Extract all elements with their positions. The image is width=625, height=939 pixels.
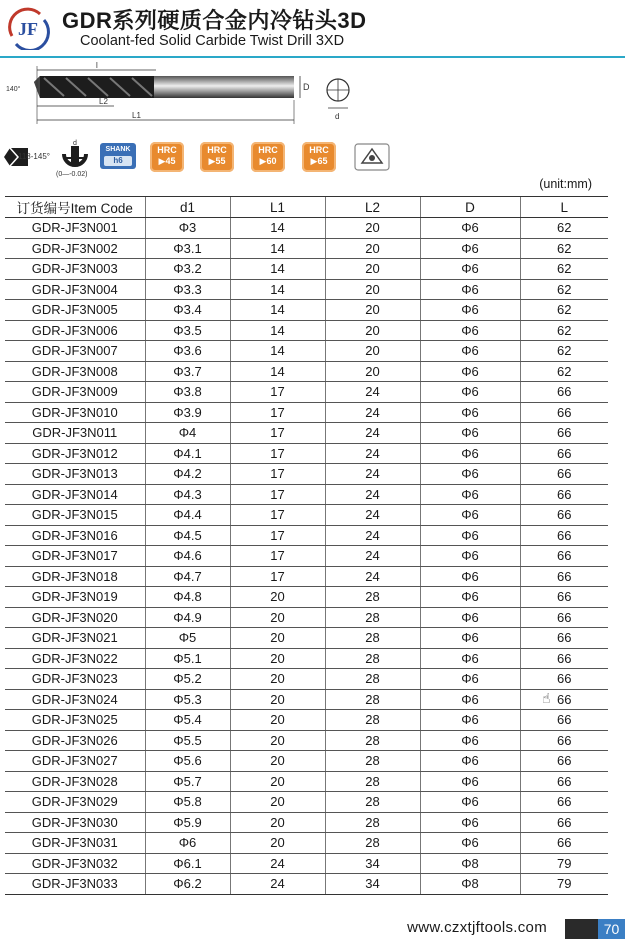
table-cell: 34	[325, 874, 420, 895]
table-cell: Φ6	[420, 382, 520, 403]
table-cell: Φ8	[420, 874, 520, 895]
table-cell: 20	[325, 259, 420, 280]
tolerance-d-label: d	[73, 140, 77, 147]
shank-diameter-label: D	[303, 82, 310, 92]
table-cell: 62	[520, 361, 608, 382]
table-cell: 20	[325, 320, 420, 341]
table-cell: Φ4.4	[145, 505, 230, 526]
table-cell: 28	[325, 607, 420, 628]
table-cell: 66	[520, 812, 608, 833]
table-cell: Φ3.7	[145, 361, 230, 382]
table-cell: GDR-JF3N029	[5, 792, 145, 813]
table-row	[5, 771, 608, 792]
table-cell: 17	[230, 525, 325, 546]
hrc-badge-bottom: ▶55	[208, 156, 226, 166]
table-cell: Φ6	[420, 443, 520, 464]
table-cell: 14	[230, 300, 325, 321]
table-row	[5, 607, 608, 628]
table-cell: 66	[520, 669, 608, 690]
table-cell: 20	[325, 238, 420, 259]
table-cell: Φ6	[420, 238, 520, 259]
table-cell: 20	[230, 669, 325, 690]
table-cell: 28	[325, 710, 420, 731]
table-cell: 24	[325, 546, 420, 567]
website-url: www.czxtjftools.com	[407, 919, 547, 936]
table-cell: 66	[520, 689, 608, 710]
table-cell: 28	[325, 587, 420, 608]
table-cell: Φ6	[420, 689, 520, 710]
table-cell: 28	[325, 669, 420, 690]
table-cell: 28	[325, 628, 420, 649]
table-cell: Φ6	[420, 423, 520, 444]
hrc-badge-top: HRC	[207, 145, 227, 155]
table-row	[5, 320, 608, 341]
table-cell: GDR-JF3N028	[5, 771, 145, 792]
table-cell: 24	[325, 443, 420, 464]
table-cell: 62	[520, 238, 608, 259]
table-cell: Φ4.5	[145, 525, 230, 546]
table-cell: 20	[230, 648, 325, 669]
table-cell: 14	[230, 238, 325, 259]
table-cell: GDR-JF3N025	[5, 710, 145, 731]
table-row	[5, 443, 608, 464]
table-row	[5, 546, 608, 567]
table-cell: 66	[520, 730, 608, 751]
table-cell: 66	[520, 484, 608, 505]
table-cell: GDR-JF3N015	[5, 505, 145, 526]
table-cell: 20	[230, 587, 325, 608]
table-cell: Φ6	[420, 402, 520, 423]
hrc-badge	[302, 142, 336, 172]
table-cell: Φ3.4	[145, 300, 230, 321]
table-cell: GDR-JF3N018	[5, 566, 145, 587]
table-cell: 17	[230, 484, 325, 505]
table-cell: Φ5.3	[145, 689, 230, 710]
table-cell: 24	[230, 874, 325, 895]
table-cell: GDR-JF3N007	[5, 341, 145, 362]
table-cell: Φ6	[420, 607, 520, 628]
table-cell: GDR-JF3N001	[5, 218, 145, 239]
table-cell: Φ5.6	[145, 751, 230, 772]
table-cell: 20	[230, 771, 325, 792]
table-row	[5, 484, 608, 505]
table-cell: 66	[520, 566, 608, 587]
hrc-badge	[251, 142, 285, 172]
table-cell: 14	[230, 218, 325, 239]
hrc-badge-top: HRC	[258, 145, 278, 155]
table-cell: 20	[230, 812, 325, 833]
table-cell: GDR-JF3N032	[5, 853, 145, 874]
table-cell: Φ6	[420, 361, 520, 382]
table-cell: 20	[230, 628, 325, 649]
table-cell: 28	[325, 792, 420, 813]
table-cell: GDR-JF3N014	[5, 484, 145, 505]
table-cell: Φ4.1	[145, 443, 230, 464]
header-divider	[0, 56, 625, 58]
table-cell: 24	[325, 423, 420, 444]
table-cell: 28	[325, 648, 420, 669]
table-cell: Φ6	[420, 525, 520, 546]
table-cell: Φ3.5	[145, 320, 230, 341]
svg-text:JF: JF	[18, 19, 38, 39]
table-cell: Φ6	[420, 730, 520, 751]
table-cell: 20	[325, 218, 420, 239]
table-cell: 24	[325, 484, 420, 505]
table-cell: 17	[230, 546, 325, 567]
hrc-badge-top: HRC	[309, 145, 329, 155]
table-header-row	[5, 197, 608, 218]
tolerance-label: (0—-0.02)	[56, 171, 88, 178]
table-row	[5, 382, 608, 403]
table-cell: GDR-JF3N003	[5, 259, 145, 280]
table-cell: Φ5.8	[145, 792, 230, 813]
table-row	[5, 464, 608, 485]
table-cell: Φ6	[420, 648, 520, 669]
table-cell: Φ6	[420, 833, 520, 854]
table-cell: 66	[520, 710, 608, 731]
table-row	[5, 402, 608, 423]
table-cell: Φ4.8	[145, 587, 230, 608]
feature-icons	[0, 140, 400, 184]
table-row	[5, 689, 608, 710]
table-cell: 20	[230, 730, 325, 751]
table-cell: GDR-JF3N024	[5, 689, 145, 710]
table-row	[5, 833, 608, 854]
l2-label: L2	[99, 97, 108, 106]
table-cell: Φ5.1	[145, 648, 230, 669]
table-cell: 66	[520, 402, 608, 423]
table-cell: 24	[230, 853, 325, 874]
table-cell: Φ6	[420, 751, 520, 772]
table-cell: 20	[230, 689, 325, 710]
table-cell: 17	[230, 382, 325, 403]
table-cell: 28	[325, 812, 420, 833]
table-cell: GDR-JF3N016	[5, 525, 145, 546]
table-cell: Φ6	[420, 300, 520, 321]
table-cell: GDR-JF3N019	[5, 587, 145, 608]
table-cell: Φ3.6	[145, 341, 230, 362]
table-row	[5, 853, 608, 874]
table-cell: Φ4.2	[145, 464, 230, 485]
column-header: L2	[325, 197, 420, 218]
hrc-badge	[200, 142, 234, 172]
table-cell: 20	[230, 792, 325, 813]
table-cell: GDR-JF3N031	[5, 833, 145, 854]
page-title: GDR系列硬质合金内冷钻头3D	[62, 8, 367, 33]
coolant-icon	[354, 143, 390, 171]
table-cell: GDR-JF3N013	[5, 464, 145, 485]
table-cell: Φ6	[420, 341, 520, 362]
table-cell: Φ4.3	[145, 484, 230, 505]
shank-badge	[100, 143, 136, 169]
table-row	[5, 730, 608, 751]
table-cell: Φ6	[420, 546, 520, 567]
shank-label: SHANK	[105, 146, 131, 153]
table-cell: Φ6	[420, 587, 520, 608]
table-cell: 17	[230, 423, 325, 444]
table-cell: 28	[325, 730, 420, 751]
table-cell: GDR-JF3N002	[5, 238, 145, 259]
drill-diagram	[4, 62, 364, 138]
table-cell: Φ6.2	[145, 874, 230, 895]
table-row	[5, 341, 608, 362]
table-cell: Φ8	[420, 853, 520, 874]
hrc-badge-bottom: ▶45	[158, 156, 176, 166]
table-row	[5, 710, 608, 731]
table-cell: Φ5.4	[145, 710, 230, 731]
table-cell: GDR-JF3N006	[5, 320, 145, 341]
page-number: 70	[598, 919, 625, 939]
table-cell: 66	[520, 587, 608, 608]
table-cell: 66	[520, 505, 608, 526]
table-cell: 62	[520, 300, 608, 321]
table-cell: 20	[325, 279, 420, 300]
l1-label: L1	[132, 111, 141, 120]
drill-diameter-label: d	[335, 112, 340, 121]
table-cell: Φ4.7	[145, 566, 230, 587]
hrc-badge-bottom: ▶65	[310, 156, 328, 166]
table-cell: Φ3	[145, 218, 230, 239]
table-row	[5, 669, 608, 690]
table-cell: 62	[520, 341, 608, 362]
table-cell: 66	[520, 546, 608, 567]
table-cell: 66	[520, 628, 608, 649]
column-header: d1	[145, 197, 230, 218]
table-cell: 28	[325, 833, 420, 854]
table-cell: Φ3.3	[145, 279, 230, 300]
hrc-badge	[150, 142, 184, 172]
table-row	[5, 218, 608, 239]
hrc-badge-bottom: ▶60	[259, 156, 277, 166]
table-cell: 17	[230, 505, 325, 526]
table-row	[5, 505, 608, 526]
table-cell: Φ6	[420, 792, 520, 813]
spec-table	[5, 196, 608, 895]
table-cell: Φ5	[145, 628, 230, 649]
flute-length-label: l	[96, 62, 98, 70]
table-cell: Φ6	[420, 218, 520, 239]
table-row	[5, 628, 608, 649]
table-cell: 66	[520, 423, 608, 444]
column-header: D	[420, 197, 520, 218]
table-cell: GDR-JF3N020	[5, 607, 145, 628]
table-row	[5, 238, 608, 259]
table-cell: 14	[230, 279, 325, 300]
table-cell: GDR-JF3N010	[5, 402, 145, 423]
table-cell: Φ6	[420, 812, 520, 833]
table-row	[5, 300, 608, 321]
table-cell: GDR-JF3N012	[5, 443, 145, 464]
point-angle-label: 118-145°	[18, 152, 50, 161]
table-cell: Φ6	[420, 464, 520, 485]
table-row	[5, 792, 608, 813]
table-cell: 20	[325, 300, 420, 321]
table-row	[5, 279, 608, 300]
table-cell: 66	[520, 751, 608, 772]
table-cell: Φ3.2	[145, 259, 230, 280]
table-cell: 17	[230, 464, 325, 485]
table-cell: Φ3.1	[145, 238, 230, 259]
table-cell: 66	[520, 648, 608, 669]
table-row	[5, 259, 608, 280]
shank-tolerance: h6	[104, 156, 132, 166]
table-cell: Φ6	[420, 628, 520, 649]
table-cell: Φ6	[420, 279, 520, 300]
table-cell: 66	[520, 771, 608, 792]
table-cell: Φ4.9	[145, 607, 230, 628]
table-cell: GDR-JF3N030	[5, 812, 145, 833]
table-cell: 14	[230, 361, 325, 382]
table-cell: 14	[230, 259, 325, 280]
table-cell: Φ4.6	[145, 546, 230, 567]
table-cell: 79	[520, 874, 608, 895]
table-cell: GDR-JF3N017	[5, 546, 145, 567]
table-row	[5, 874, 608, 895]
table-row	[5, 525, 608, 546]
column-header: L1	[230, 197, 325, 218]
table-cell: 66	[520, 464, 608, 485]
table-cell: GDR-JF3N033	[5, 874, 145, 895]
table-cell: GDR-JF3N023	[5, 669, 145, 690]
table-cell: 62	[520, 259, 608, 280]
table-cell: GDR-JF3N009	[5, 382, 145, 403]
column-header: 订货编号Item Code	[5, 197, 145, 218]
table-cell: 17	[230, 443, 325, 464]
table-cell: GDR-JF3N004	[5, 279, 145, 300]
table-cell: 28	[325, 771, 420, 792]
table-body	[5, 218, 608, 895]
table-cell: GDR-JF3N022	[5, 648, 145, 669]
table-cell: 66	[520, 792, 608, 813]
table-cell: GDR-JF3N021	[5, 628, 145, 649]
table-cell: 24	[325, 464, 420, 485]
table-cell: 24	[325, 382, 420, 403]
table-cell: Φ3.9	[145, 402, 230, 423]
angle-label: 140°	[6, 86, 21, 93]
table-cell: Φ6	[420, 669, 520, 690]
table-cell: 20	[230, 607, 325, 628]
table-cell: 20	[230, 710, 325, 731]
table-row	[5, 361, 608, 382]
table-cell: Φ6	[420, 505, 520, 526]
table-cell: 66	[520, 443, 608, 464]
table-cell: Φ5.2	[145, 669, 230, 690]
table-cell: 66	[520, 525, 608, 546]
table-row	[5, 648, 608, 669]
table-cell: 20	[230, 751, 325, 772]
table-cell: Φ6	[420, 484, 520, 505]
table-row	[5, 587, 608, 608]
hrc-badge-top: HRC	[157, 145, 177, 155]
table-cell: 28	[325, 689, 420, 710]
table-cell: Φ6	[145, 833, 230, 854]
table-row	[5, 812, 608, 833]
table-cell: 34	[325, 853, 420, 874]
column-header: L	[520, 197, 608, 218]
table-cell: 24	[325, 525, 420, 546]
table-cell: Φ6	[420, 771, 520, 792]
table-cell: 14	[230, 320, 325, 341]
table-cell: 17	[230, 402, 325, 423]
table-cell: GDR-JF3N026	[5, 730, 145, 751]
table-cell: GDR-JF3N005	[5, 300, 145, 321]
table-cell: GDR-JF3N008	[5, 361, 145, 382]
table-row	[5, 423, 608, 444]
table-cell: Φ6	[420, 320, 520, 341]
table-cell: Φ5.7	[145, 771, 230, 792]
table-cell: Φ6.1	[145, 853, 230, 874]
table-row	[5, 751, 608, 772]
table-cell: GDR-JF3N027	[5, 751, 145, 772]
table-cell: 24	[325, 566, 420, 587]
table-cell: 66	[520, 607, 608, 628]
table-cell: Φ5.5	[145, 730, 230, 751]
table-cell: 62	[520, 218, 608, 239]
table-cell: Φ5.9	[145, 812, 230, 833]
table-cell: 14	[230, 341, 325, 362]
table-cell: Φ6	[420, 259, 520, 280]
table-cell: 24	[325, 402, 420, 423]
table-cell: 17	[230, 566, 325, 587]
table-cell: 62	[520, 279, 608, 300]
table-cell: Φ6	[420, 710, 520, 731]
hand-cursor-icon: ☝	[542, 690, 551, 706]
table-row	[5, 566, 608, 587]
table-cell: Φ3.8	[145, 382, 230, 403]
table-cell: 28	[325, 751, 420, 772]
brand-logo	[6, 6, 50, 50]
table-cell: Φ4	[145, 423, 230, 444]
table-cell: 24	[325, 505, 420, 526]
table-cell: 79	[520, 853, 608, 874]
table-cell: Φ6	[420, 566, 520, 587]
unit-label: (unit:mm)	[539, 177, 592, 191]
table-cell: 20	[325, 361, 420, 382]
table-cell: 62	[520, 320, 608, 341]
table-cell: GDR-JF3N011	[5, 423, 145, 444]
table-cell: 20	[325, 341, 420, 362]
table-cell: 66	[520, 833, 608, 854]
page-subtitle: Coolant-fed Solid Carbide Twist Drill 3XD	[80, 33, 345, 49]
table-cell: 20	[230, 833, 325, 854]
table-cell: 66	[520, 382, 608, 403]
